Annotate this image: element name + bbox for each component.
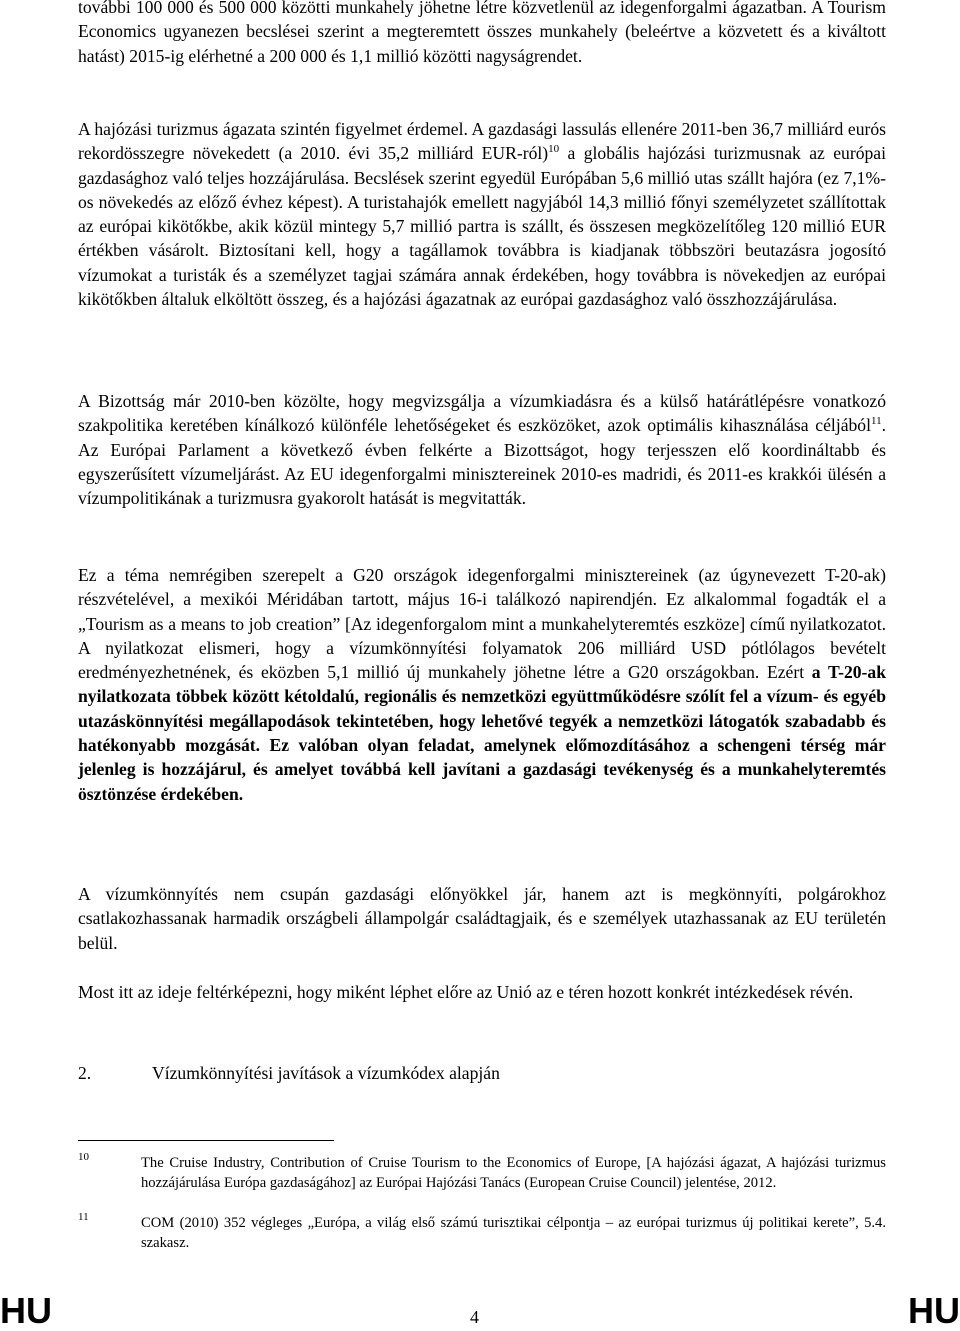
footnote-reference: 11	[871, 415, 882, 428]
section-heading	[78, 1061, 500, 1085]
bold-text-run: a T-20-ak nyilatkozata többek között kétoldalú, regionális és nemzetközi együttműködésre szólít fel a vízum- és egyéb utazáskönnyítési megállapodások tekintetében, hogy lehetővé tegyék a nemzetközi látogatók szabadabb és hatékonyabb mozgását.	[78, 662, 886, 756]
footnote-text: COM (2010) 352 végleges „Európa, a világ első számú turisztikai célpontja – az európai turizmus új politikai kerete”, 5.4. szakasz.	[141, 1215, 886, 1251]
body-paragraph-6	[78, 980, 886, 1004]
bold-text-run: Ez valóban olyan feladat, amelynek előmozdításához a schengeni térség már jelenleg is hozzájárul, és amelyet továbbá kell javítani a gazdasági tevékenység és a munkahelyteremtés ösztönzése érdekében.	[78, 735, 886, 804]
body-paragraph-5	[78, 882, 886, 955]
body-paragraph-2	[78, 117, 886, 311]
text-run: további 100 000 és 500 000 közötti munkahely jöhetne létre közvetlenül az idegenforgalmi ágazatban. A Tourism Economics ugyanezen becslései szerint a megteremtett összes munkahely (beleértve a közvetett és a kiváltott hatást) 2015-ig elérhetné a 200 000 és 1,1 millió közötti nagyságrendet.	[78, 0, 886, 66]
footnote-separator	[78, 1140, 334, 1141]
text-run: A Bizottság már 2010-ben közölte, hogy megvizsgálja a vízumkiadásra és a külső határátlépésre vonatkozó szakpolitika keretében kínálkozó különféle lehetőségeket és eszközöket, azok optimális kihasználása céljából	[78, 391, 886, 436]
body-paragraph-1	[78, 0, 886, 68]
footnote-number: 11	[78, 1211, 89, 1223]
footnote-11	[78, 1211, 886, 1253]
footnote-number: 10	[78, 1151, 89, 1163]
text-run: a globális hajózási turizmusnak az európai gazdasághoz való teljes hozzájárulása. Becslések szerint egyedül Európában 5,6 millió utas szállt hajóra (ez 7,1%-os növekedés az előző évhez képest). A turistahajók emellett nagyjából 14,3 millió főnyi személyzetet szállítottak az európai kikötőkbe, akik közül mintegy 5,7 millió partra is szállt, és összesen megközelítőleg 120 millió EUR értékben vásárolt. Biztosítani kell, hogy a tagállamok továbbra is kiadjanak többszöri beutazásra jogosító vízumokat a turisták és a személyzet tagjai számára annak érdekében, hogy továbbra is növekedjen az európai kikötőkben általuk elköltött összeg, és a hajózási ágazatnak az európai gazdasághoz való összhozzájárulása.	[78, 143, 886, 310]
section-title: Vízumkönnyítési javítások a vízumkódex alapján	[152, 1063, 500, 1083]
footnote-reference: 10	[548, 143, 560, 156]
text-run: . Az Európai Parlament a következő évben felkérte a Bizottságot, hogy terjesszen elő koordináltabb és egyszerűsített vízumeljárást. Az EU idegenforgalmi minisztereinek 2010-es madridi, és 2011-es krakkói ülésén a vízumpolitikának a turizmusra gyakorolt hatását is megvitatták.	[78, 415, 886, 509]
text-run: A vízumkönnyítés nem csupán gazdasági előnyökkel jár, hanem azt is megkönnyíti, polgárokhoz csatlakozhassanak harmadik országbeli állampolgár családtagjaik, és e személyek utazhassanak az EU területén belül.	[78, 884, 886, 953]
body-paragraph-4	[78, 563, 886, 806]
footer-language-code-left: HU	[0, 1290, 52, 1331]
section-number: 2.	[78, 1063, 92, 1083]
text-run: Most itt az ideje feltérképezni, hogy miként léphet előre az Unió az e téren hozott konkrét intézkedések révén.	[78, 982, 854, 1002]
text-run	[260, 735, 269, 755]
footer-language-code-right: HU	[908, 1290, 960, 1331]
footnote-text: The Cruise Industry, Contribution of Cruise Tourism to the Economics of Europe, [A hajózási ágazat, A hajózási turizmus hozzájárulása Európa gazdaságához] az Európai Hajózási Tanács (European Cruise Council) jelentése, 2012.	[141, 1155, 886, 1191]
text-run: Ez a téma nemrégiben szerepelt a G20 országok idegenforgalmi minisztereinek (az úgynevezett T-20-ak) részvételével, a mexikói Méridában tartott, május 16-i találkozó napirendjén. Ez alkalommal fogadták el a „Tourism as a means to job creation” [Az idegenforgalom mint a munkahelyteremtés eszköze] című nyilatkozatot. A nyilatkozat elismeri, hogy a vízumkönnyítési folyamatok 206 milliárd USD pótlólagos bevételt eredményezhetnének, és eközben 5,1 millió új munkahely jöhetne létre a G20 országokban. Ezért	[78, 565, 886, 683]
body-paragraph-3	[78, 389, 886, 510]
text-run: A hajózási turizmus ágazata szintén figyelmet érdemel. A gazdasági lassulás ellenére 2011-ben 36,7 milliárd eurós rekordösszegre növekedett (a 2010. évi 35,2 milliárd EUR-ról)	[78, 119, 886, 164]
page-number: 4	[470, 1307, 479, 1327]
footnote-10	[78, 1151, 886, 1193]
